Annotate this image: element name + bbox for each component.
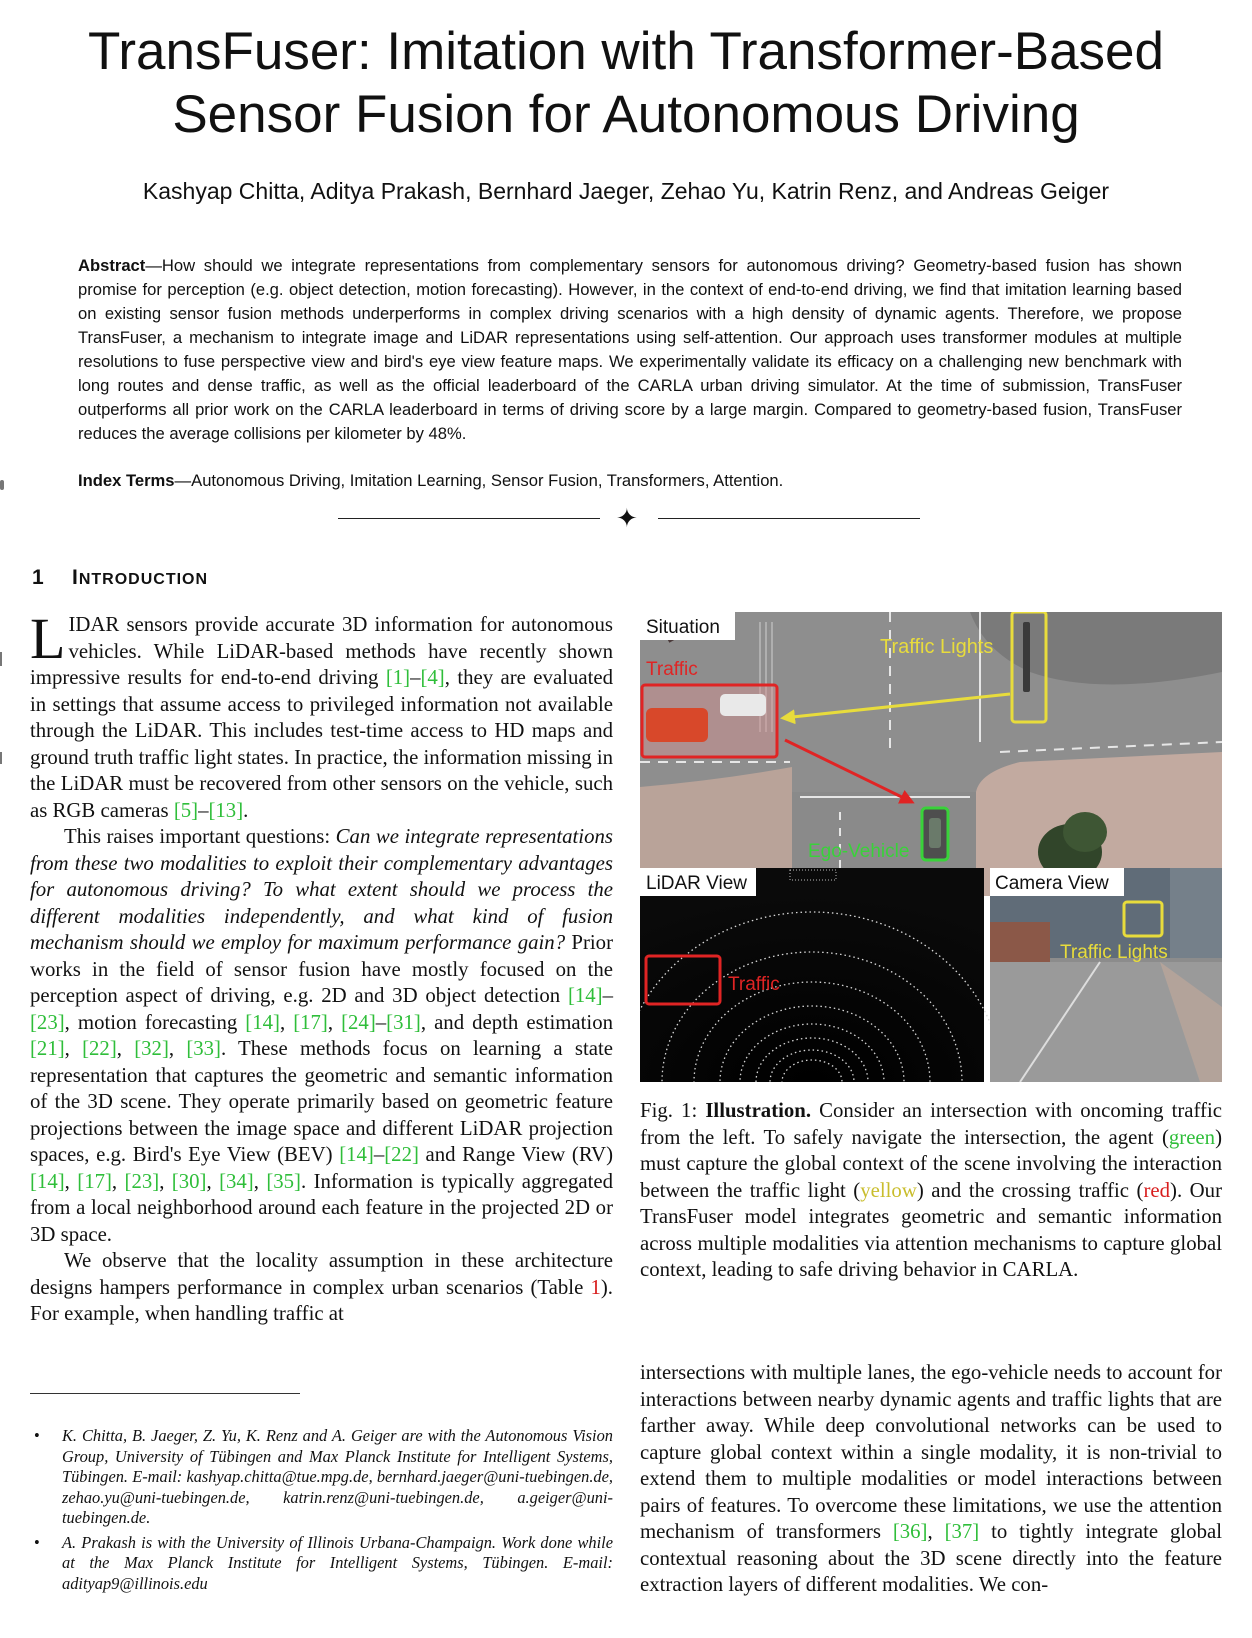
text-run: ) and the crossing traffic ( (916, 1178, 1144, 1202)
text-run: , (64, 1037, 83, 1060)
research-questions: Can we integrate representations from these two modalities to exploit their complementary advantages for autonomous driving? To what extent should we process the different modalities independently, and what kind of fusion mechanism should we employ for maximum performance gain? (30, 825, 613, 954)
abstract (78, 254, 1182, 446)
intro-right-column (640, 1360, 1222, 1599)
text-run: , (206, 1169, 220, 1193)
citation-link[interactable]: [5] (173, 798, 199, 822)
ego-vehicle (929, 818, 941, 848)
text-run: and Range View (RV) (418, 1143, 614, 1166)
intro-left-column (30, 606, 614, 1328)
citation-link[interactable]: [1] (385, 666, 411, 689)
divider-line-right (658, 518, 920, 519)
text-run: , motion forecasting (64, 1010, 246, 1034)
camera-building (990, 922, 1050, 962)
situation-panel (640, 612, 1222, 896)
lidar-view-label: LiDAR View (646, 873, 748, 894)
intro-paragraph-2 (30, 824, 613, 1248)
figure-illustration (640, 612, 1222, 1082)
title-line-1: TransFuser: Imitation with Transformer-Based (87, 22, 1165, 81)
text-run: ). For example, when handling traffic at (30, 1275, 613, 1325)
citation-link[interactable]: [24] (341, 1010, 376, 1034)
dropcap: L (30, 606, 66, 671)
citation-link[interactable]: [14] (245, 1010, 280, 1034)
index-terms (78, 471, 1182, 491)
table-ref-link[interactable]: 1 (590, 1275, 601, 1299)
text-run: We observe that the locality assumption in these architecture designs hampers performance in complex urban scenarios (Table (30, 1249, 613, 1299)
section-title: I (72, 566, 79, 589)
lidar-background (640, 868, 984, 1082)
text-run: , (111, 1169, 125, 1193)
index-terms-label: Index Terms (78, 471, 175, 490)
traffic-car-white (720, 694, 766, 716)
section-heading (32, 566, 208, 590)
text-run: – (198, 798, 209, 822)
camera-view-label: Camera View (995, 873, 1109, 894)
text-run: Prior works in the field of sensor fusion have mostly focused on the perception aspect of driving, e.g. 2D and 3D object detection (30, 931, 613, 1007)
divider-star-icon: ✦ (616, 504, 638, 533)
situation-label: Situation (646, 617, 720, 638)
traffic-lights-label: Traffic Lights (880, 636, 994, 658)
text-run: , (927, 1520, 945, 1543)
citation-link[interactable]: [35] (266, 1169, 301, 1193)
text-run: , (327, 1010, 334, 1034)
citation-link[interactable]: [14] (339, 1143, 374, 1166)
citation-link[interactable]: [31] (386, 1010, 421, 1034)
citation-link[interactable]: [22] (384, 1143, 419, 1166)
camera-traffic-lights-label: Traffic Lights (1060, 942, 1168, 963)
traffic-car-red (646, 708, 708, 742)
section-number: 1 (32, 566, 44, 589)
text-run: – (375, 1010, 387, 1034)
paper-title (40, 20, 1212, 146)
footnote-item (30, 1426, 613, 1529)
camera-building-right (1170, 868, 1222, 958)
text-run: – (373, 1143, 385, 1166)
caption-yellow-word: yellow (860, 1178, 917, 1202)
citation-link[interactable]: [14] (30, 1169, 65, 1193)
citation-link[interactable]: [17] (77, 1169, 112, 1193)
text-run: – (602, 984, 613, 1007)
dropcap-rest: IDAR (68, 613, 120, 636)
text-run: , (168, 1037, 187, 1060)
camera-panel (990, 868, 1222, 1082)
text-run: , (159, 1169, 172, 1193)
text-run: , (253, 1169, 267, 1193)
ego-vehicle-label: Ego-Vehicle (808, 841, 910, 862)
intro-paragraph-1 (30, 606, 613, 824)
figure-caption (640, 1098, 1222, 1284)
footnote-text: A. Prakash is with the University of Illinois Urbana-Champaign. Work done while at the Max Planck Institute for Intelligent Systems, Tübingen. E-mail: adityap9@illinois.edu (62, 1532, 613, 1593)
footnote-text: K. Chitta, B. Jaeger, Z. Yu, K. Renz and A. Geiger are with the Autonomous Vision Group, University of Tübingen and Max Planck Institute for Intelligent Systems, Tübingen. E-mail: kashyap.chitta@tue.mpg.de, bernhard.jaeger@uni-tuebingen.de, zehao.yu@uni-tuebingen.de, katrin.renz@uni-tuebingen.de, a.geiger@uni-tuebingen.de. (62, 1426, 613, 1527)
margin-mark (0, 652, 2, 666)
text-run: . Information is typically aggregated from a local neighborhood around each feature in the projected 2D or 3D space. (30, 1169, 613, 1246)
footnote-item (30, 1533, 613, 1595)
footnote-rule (30, 1393, 300, 1394)
title-line-2: Sensor Fusion for Autonomous Driving (172, 85, 1080, 144)
margin-mark (0, 752, 2, 764)
text-run: This raises important questions: (64, 825, 336, 848)
citation-link[interactable]: [17] (293, 1010, 328, 1034)
text-run: to tightly integrate global contextual reasoning about the 3D scene directly into the feature extraction layers of different modalities. We con- (640, 1520, 1222, 1596)
citation-link[interactable]: [13] (208, 798, 244, 822)
caption-fig-number: Fig. 1: (640, 1099, 706, 1122)
citation-link[interactable]: [37] (944, 1520, 980, 1543)
text-run: ) must capture the global context of the scene involving the interaction between the traffic light ( (640, 1125, 1222, 1202)
caption-green-word: green (1168, 1125, 1216, 1149)
text-run: , (279, 1010, 294, 1034)
caption-bold: Illustration. (705, 1099, 812, 1122)
text-run: Consider an intersection with oncoming traffic from the left. To safely navigate the intersection, the agent ( (640, 1099, 1222, 1149)
citation-link[interactable]: [14] (567, 984, 603, 1007)
traffic-light-pole (1023, 622, 1030, 692)
citation-link[interactable]: [21] (30, 1037, 65, 1060)
citation-link[interactable]: [4] (420, 666, 445, 689)
footnotes (30, 1426, 613, 1598)
citation-link[interactable]: [32] (134, 1037, 169, 1060)
section-divider (338, 506, 920, 532)
citation-link[interactable]: [33] (186, 1037, 221, 1060)
text-run: , they are evaluated in settings that assume access to privileged information not available through the LiDAR. This includes test-time access to HD maps and ground truth traffic light states. In practice, the information missing in the LiDAR must be recovered from other sensors on the vehicle, such as RGB cameras (30, 666, 613, 822)
tree (1063, 812, 1107, 852)
abstract-text: —How should we integrate representations from complementary sensors for autonomous driving? Geometry-based fusion has shown promise for perception (e.g. object detection, motion forecasting). However, in the context of end-to-end driving, we find that imitation learning based on existing sensor fusion methods underperforms in complex driving scenarios with a high density of dynamic agents. Therefore, we propose TransFuser, a mechanism to integrate image and LiDAR representations using self-attention. Our approach uses transformer modules at multiple resolutions to fuse perspective view and bird's eye view feature maps. We experimentally validate its efficacy on a challenging new benchmark with long routes and dense traffic, as well as the official leaderboard of the CARLA urban driving simulator. At the time of submission, TransFuser outperforms all prior work on the CARLA leaderboard in terms of driving score by a large margin. Compared to geometry-based fusion, TransFuser reduces the average collisions per kilometer by 48%. (78, 256, 1182, 443)
text-run: sensors provide accurate 3D information for autonomous vehicles. While LiDAR-based methods have recently shown impressive results for end-to-end driving (30, 613, 613, 689)
citation-link[interactable]: [36] (892, 1520, 928, 1543)
author-list: Kashyap Chitta, Aditya Prakash, Bernhard Jaeger, Zehao Yu, Katrin Renz, and Andreas Geiger (142, 178, 1110, 204)
citation-link[interactable]: [23] (30, 1010, 65, 1034)
citation-link[interactable]: [22] (82, 1037, 117, 1060)
text-run: ). Our TransFuser model integrates geometric and semantic information across multiple modalities via attention mechanisms to capture global context, leading to safe driving behavior in CARLA. (640, 1178, 1222, 1281)
bullet-icon: • (34, 1426, 40, 1445)
text-run: , and depth estimation (420, 1010, 614, 1034)
intro-paragraph-3 (30, 1248, 613, 1328)
citation-link[interactable]: [30] (171, 1169, 207, 1193)
divider-line-left (338, 518, 600, 519)
abstract-label: Abstract (78, 256, 146, 275)
bullet-icon: • (34, 1532, 40, 1552)
index-terms-text: —Autonomous Driving, Imitation Learning, Sensor Fusion, Transformers, Attention. (174, 471, 784, 490)
text-run: . (243, 798, 249, 822)
lidar-traffic-label: Traffic (728, 974, 780, 995)
text-run: , (116, 1037, 135, 1060)
text-run: . These methods focus on learning a state representation that captures the geometric and semantic information of the 3D scene. They operate primarily based on geometric feature projections between the image space and different LiDAR projection spaces, e.g. Bird's Eye View (BEV) (30, 1037, 613, 1166)
margin-mark (0, 480, 4, 490)
text-run: , (64, 1169, 78, 1193)
text-run: – (410, 666, 421, 689)
citation-link[interactable]: [23] (124, 1169, 160, 1193)
caption-red-word: red (1143, 1178, 1171, 1202)
section-title-rest: NTRODUCTION (78, 571, 209, 588)
citation-link[interactable]: [34] (219, 1169, 254, 1193)
text-run: intersections with multiple lanes, the ego-vehicle needs to account for interactions between nearby dynamic agents and traffic lights that are farther away. While deep convolutional networks can be used to capture global context within a single modality, it is non-trivial to extend them to multiple modalities or model interactions between pairs of features. To overcome these limitations, we use the attention mechanism of transformers (640, 1361, 1222, 1543)
lidar-panel (640, 868, 1002, 1082)
traffic-label: Traffic (646, 659, 698, 680)
